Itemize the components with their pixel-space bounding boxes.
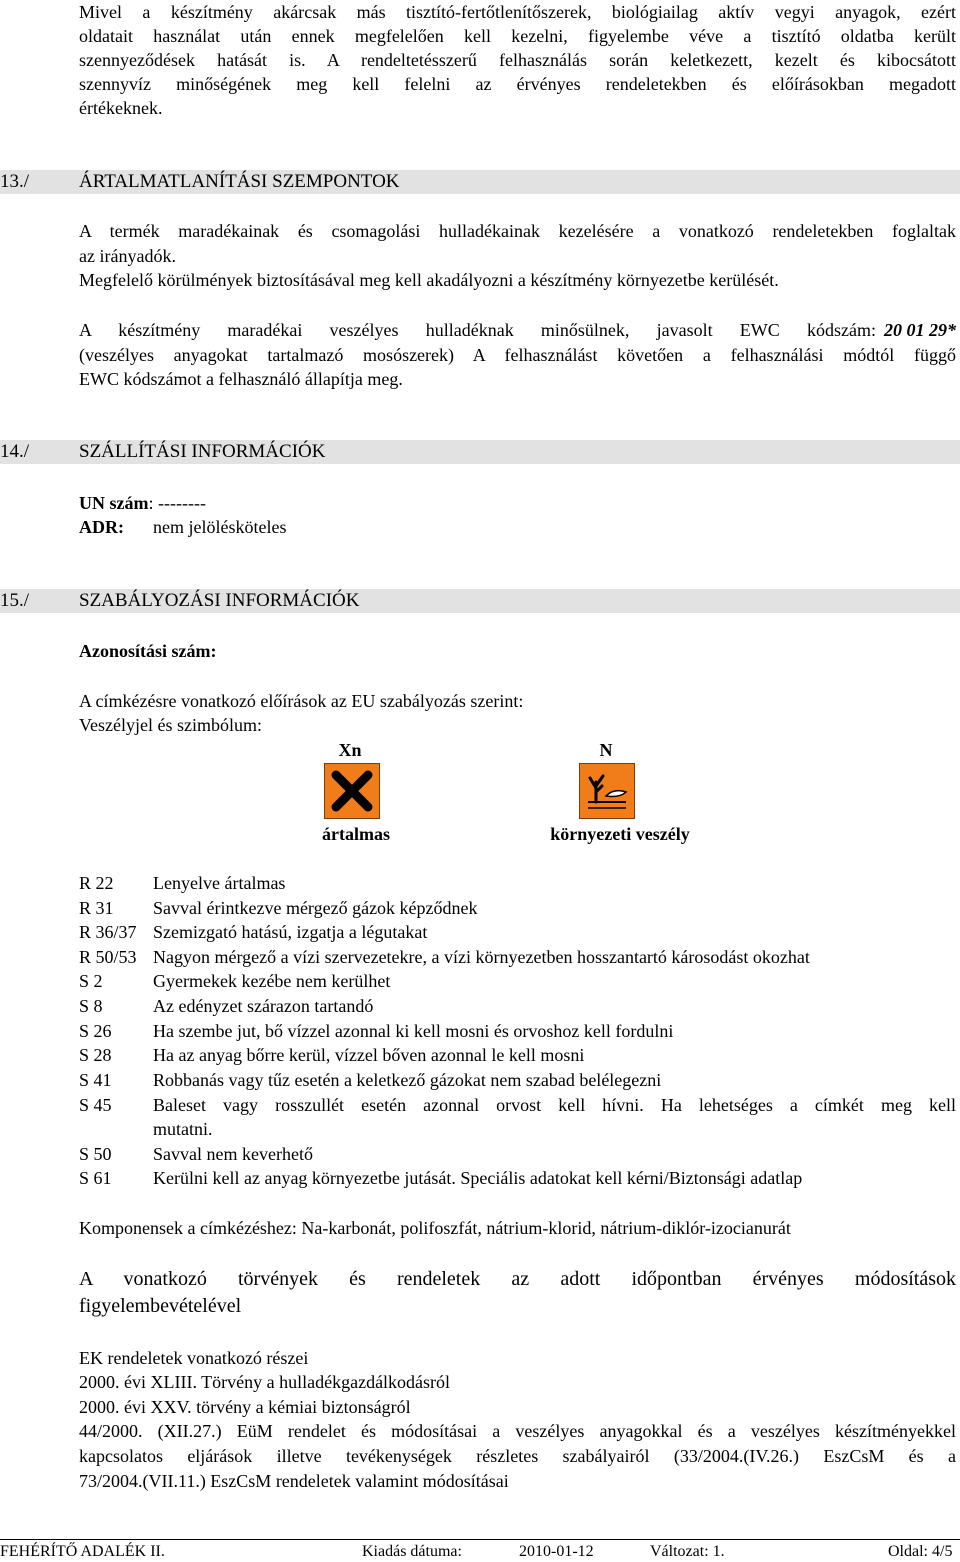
intro-line: szennyvíz minőségének meg kell felelni az érvényes rendeletekben és előírásokban megadott [79,74,956,94]
paragraph-line: (veszélyes anyagokat tartalmazó mosószerek) A felhasználást követően a felhasználási módtól függő [79,345,956,365]
phrase-code: R 31 [79,898,114,918]
phrase-code: S 2 [79,971,103,991]
phrase-text: Savval nem keverhető [153,1144,313,1164]
symbol-line: Veszélyjel és szimbólum: [79,715,262,735]
phrase-code: R 50/53 [79,947,137,967]
un-label: UN szám [79,493,149,513]
phrase-text: Baleset vagy rosszullét esetén azonnal orvost kell hívni. Ha lehetséges a címkét meg kell [153,1095,956,1115]
phrase-text: Nagyon mérgező a vízi szervezetekre, a vízi környezetben hosszantartó károsodást okozhat [153,947,810,967]
phrase-text-continued: mutatni. [153,1119,213,1139]
law-line: EK rendeletek vonatkozó részei [79,1348,309,1368]
adr-label: ADR: [79,517,124,537]
phrase-code: R 22 [79,873,114,893]
adr-value: nem jelölésköteles [153,517,287,537]
section-13-header [0,170,960,194]
phrase-code: S 26 [79,1021,112,1041]
paragraph-line: Megfelelő körülmények biztosításával meg kell akadályozni a készítmény környezetbe kerülését. [79,270,779,290]
phrase-text: Az edényzet szárazon tartandó [153,996,374,1016]
phrase-text: Ha szembe jut, bő vízzel azonnal ki kell mosni és orvoshoz kell fordulni [153,1021,674,1041]
law-line: 2000. évi XXV. törvény a kémiai biztonságról [79,1397,411,1417]
section-number: 15./ [0,590,30,611]
paragraph-line: az irányadók. [79,246,176,266]
section-title: SZABÁLYOZÁSI INFORMÁCIÓK [79,590,360,611]
law-line: 2000. évi XLIII. Törvény a hulladékgazdálkodásról [79,1372,451,1392]
components-line: Komponensek a címkézéshez: Na-karbonát, polifoszfát, nátrium-klorid, nátrium-diklór-izocianurát [79,1218,791,1238]
footer-page: Oldal: 4/5 [888,1543,953,1560]
phrase-code: R 36/37 [79,922,137,942]
laws-heading-line: A vonatkozó törvények és rendeletek az adott időpontban érvényes módosítások [79,1268,956,1290]
law-line: 44/2000. (XII.27.) EüM rendelet és módosításai a veszélyes anyagokkal és a veszélyes készítményekkel [79,1421,956,1441]
environment-hazard-icon [579,763,635,819]
intro-line: szennyeződések hatását is. A rendeltetésszerű felhasználás során keletkezett, kezelt és kibocsátott [79,50,956,70]
footer-version: Változat: 1. [650,1543,725,1560]
phrase-text: Gyermekek kezébe nem kerülhet [153,971,391,991]
phrase-code: S 50 [79,1144,112,1164]
footer-issue-date: 2010-01-12 [519,1543,594,1560]
intro-line: oldatait használat után ennek megfelelően kell kezelni, figyelembe véve a tisztító oldatba került [79,26,956,46]
section-title: SZÁLLÍTÁSI INFORMÁCIÓK [79,441,326,462]
section-14-header [0,440,960,464]
symbol-code-n: N [599,740,613,760]
labeling-line: A címkézésre vonatkozó előírások az EU szabályozás szerint: [79,691,524,711]
id-number-label: Azonosítási szám: [79,641,217,661]
section-number: 14./ [0,441,30,462]
section-number: 13./ [0,171,30,192]
law-line: kapcsolatos eljárások illetve tevékenységek részletes szabályairól (33/2004.(IV.26.) EszCsM és a [79,1446,956,1466]
phrase-text: Savval érintkezve mérgező gázok képződnek [153,898,478,918]
phrase-code: S 8 [79,996,103,1016]
symbol-code-xn: Xn [338,740,362,760]
phrase-text: Szemizgató hatású, izgatja a légutakat [153,922,428,942]
law-line: 73/2004.(VII.11.) EszCsM rendeletek valamint módosításai [79,1471,509,1491]
harmful-cross-icon [324,763,380,819]
paragraph-line: EWC kódszámot a felhasználó állapítja meg. [79,369,403,389]
intro-line: értékeknek. [79,98,163,118]
symbol-caption-harmful: ártalmas [322,824,390,844]
section-15-header [0,589,960,613]
section-title: ÁRTALMATLANÍTÁSI SZEMPONTOK [79,171,400,192]
footer-product: FEHÉRÍTŐ ADALÉK II. [0,1543,165,1560]
phrase-text: Lenyelve ártalmas [153,873,286,893]
un-number-row [79,491,206,516]
phrase-text: Kerülni kell az anyag környezetbe jutását. Speciális adatokat kell kérni/Biztonsági adatlap [153,1168,803,1188]
intro-line: Mivel a készítmény akárcsak más tisztító-fertőtlenítőszerek, biológiailag aktív vegyi anyagok, ezért [79,2,956,22]
paragraph-line: A termék maradékainak és csomagolási hulladékainak kezelésére a vonatkozó rendeletekben foglaltak [79,221,956,241]
phrase-code: S 61 [79,1168,112,1188]
laws-heading-line: figyelembevételével [79,1295,242,1317]
ewc-code-line [79,318,956,343]
phrase-text: Ha az anyag bőrre kerül, vízzel bőven azonnal le kell mosni [153,1045,585,1065]
symbol-caption-environment: környezeti veszély [550,824,690,844]
phrase-code: S 45 [79,1095,112,1115]
un-value: : -------- [148,493,206,513]
phrase-text: Robbanás vagy tűz esetén a keletkező gázokat nem szabad belélegezni [153,1070,662,1090]
adr-row [79,515,286,540]
phrase-code: S 28 [79,1045,112,1065]
paragraph-text: A készítmény maradékai veszélyes hulladéknak minősülnek, javasolt EWC kódszám: [79,320,876,340]
page-footer [0,1539,960,1562]
phrase-code: S 41 [79,1070,112,1090]
ewc-code: 20 01 29* [884,320,956,340]
footer-issue-label: Kiadás dátuma: [362,1543,462,1560]
